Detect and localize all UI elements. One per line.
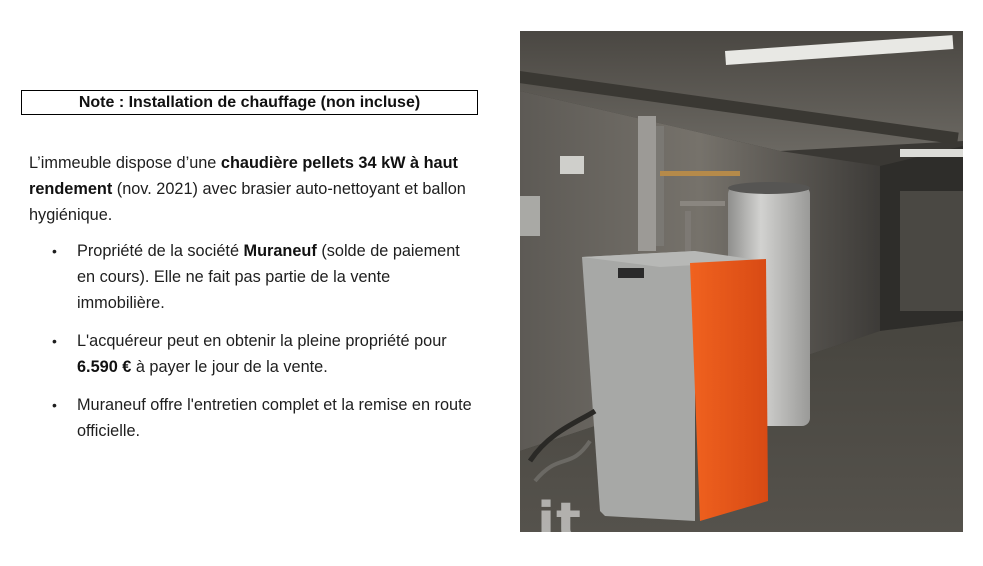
bullet-icon: • bbox=[52, 243, 57, 259]
intro-paragraph bbox=[29, 150, 477, 228]
bullet-bold: 6.590 € bbox=[77, 358, 132, 376]
intro-text-1: L’immeuble dispose d’une bbox=[29, 154, 221, 172]
note-heading: Note : Installation de chauffage (non incluse) bbox=[78, 93, 421, 111]
boiler-side bbox=[582, 251, 695, 521]
flue-pipe-shadow bbox=[656, 126, 664, 246]
ceiling-light-2 bbox=[900, 149, 963, 157]
tank-top bbox=[728, 182, 810, 194]
list-item bbox=[29, 238, 477, 316]
bullet-text: (solde de paiement en cours). Elle ne fait pas partie de la vente immobilière. bbox=[77, 242, 460, 312]
boiler-control-panel bbox=[618, 268, 644, 278]
photo-watermark: dc it bbox=[448, 492, 582, 552]
bullet-icon: • bbox=[52, 333, 57, 349]
intro-bold-boiler: chaudière pellets 34 kW à haut rendement bbox=[29, 154, 458, 198]
list-item bbox=[29, 328, 477, 380]
garage-door bbox=[900, 191, 963, 311]
electric-panel bbox=[520, 196, 540, 236]
bullet-list bbox=[29, 238, 477, 444]
pipe bbox=[680, 201, 725, 206]
copper-pipe bbox=[660, 171, 740, 176]
intro-text-2: (nov. 2021) avec brasier auto-nettoyant et ballon hygiénique. bbox=[29, 180, 466, 224]
bullet-icon: • bbox=[52, 397, 57, 413]
boiler-front-door bbox=[690, 259, 768, 521]
flue-pipe bbox=[638, 116, 656, 251]
bullet-bold: Muraneuf bbox=[243, 242, 317, 260]
note-heading-box bbox=[21, 90, 478, 115]
bullet-text: Muraneuf offre l'entretien complet et la remise en route officielle. bbox=[77, 396, 472, 440]
description-text bbox=[29, 150, 477, 456]
list-item bbox=[29, 392, 477, 444]
bullet-text: à payer le jour de la vente. bbox=[131, 358, 328, 376]
bullet-text: L'acquéreur peut en obtenir la pleine propriété pour bbox=[77, 332, 447, 350]
boiler-photo bbox=[520, 31, 963, 532]
wall-box bbox=[560, 156, 584, 174]
boiler-photo-illustration bbox=[520, 31, 963, 532]
bullet-text: Propriété de la société bbox=[77, 242, 244, 260]
